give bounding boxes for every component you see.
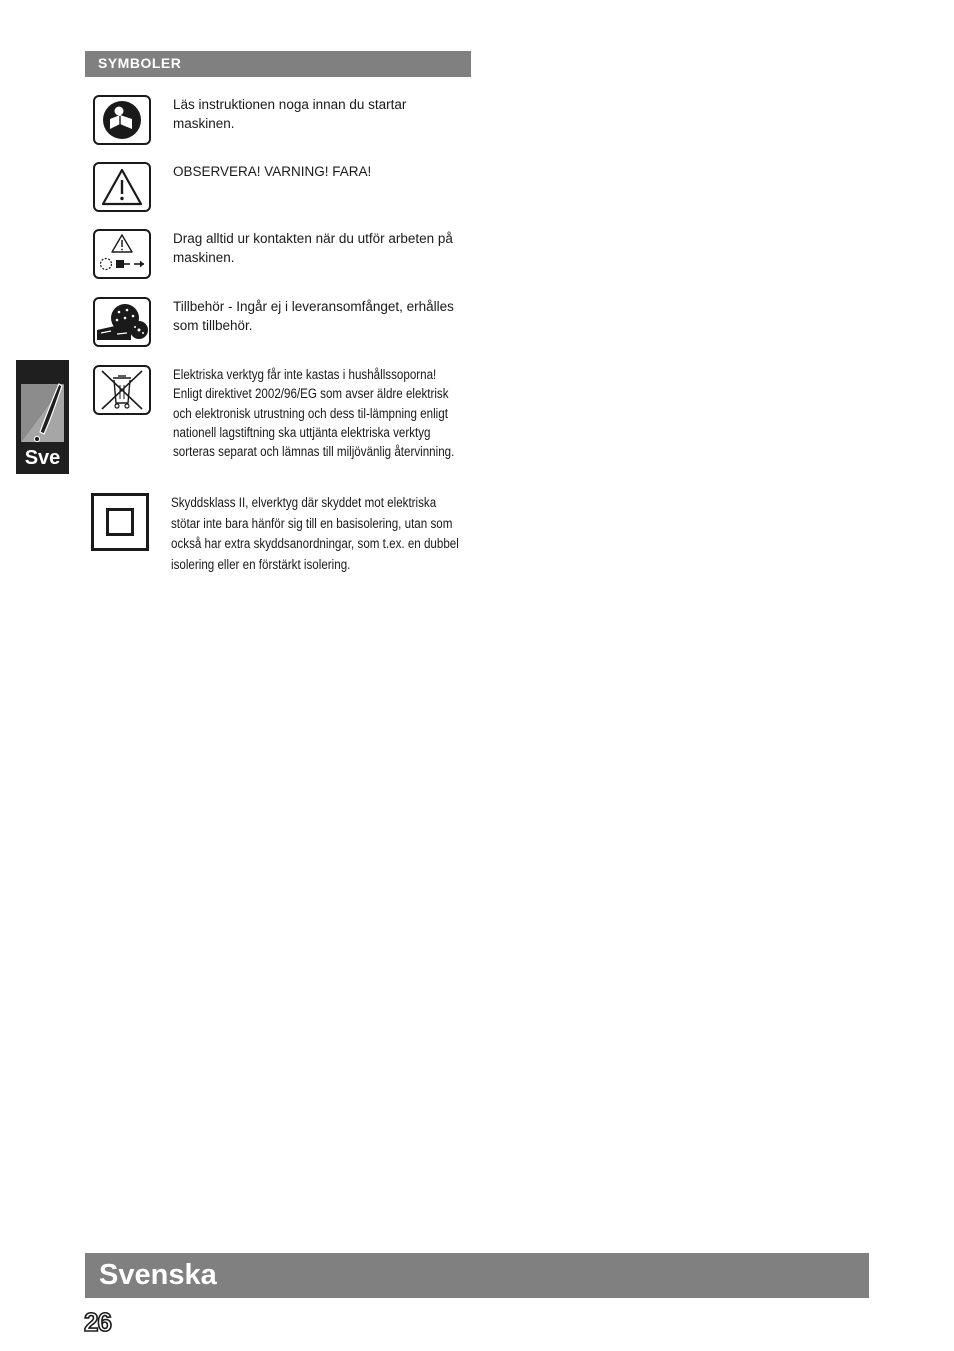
protection-class-ii-icon (91, 493, 149, 551)
symbol-text: OBSERVERA! VARNING! FARA! (173, 164, 372, 179)
page-number: 26 (84, 1307, 111, 1337)
symbol-text: Tillbehör - Ingår ej i leveransomfånget, erhålles som tillbehör. (173, 299, 454, 334)
symbol-text: Elektriska verktyg får inte kastas i hushållssoporna! Enligt direktivet 2002/96/EG som avser äldre elektrisk och elektronisk utrustning och dess til-lämpning enligt nationell lagstiftning ska uttjänta elektriska verktyg sorteras separat och lämnas till miljövänlig återvinning. (173, 367, 455, 460)
unplug-warning-icon (93, 229, 151, 279)
language-tab (16, 360, 69, 474)
accessories-icon (93, 297, 151, 347)
symbol-text: Drag alltid ur kontakten när du utför arbeten på maskinen. (173, 231, 453, 266)
read-manual-icon (93, 95, 151, 145)
footer-bar (85, 1253, 869, 1298)
section-header (85, 51, 471, 77)
exclamation-icon (19, 364, 66, 444)
warning-triangle-icon (93, 162, 151, 212)
section-title: SYMBOLER (98, 55, 182, 71)
footer-title: Svenska (99, 1259, 217, 1291)
symbol-text: Skyddsklass II, elverktyg där skyddet mot elektriska stötar inte bara hänför sig till en basisolering, utan som också har extra skyddsanordningar, som t.ex. en dubbel isolering eller en förstärkt isolering. (171, 495, 459, 573)
weee-bin-icon (93, 365, 151, 415)
language-tab-label: Sve (24, 447, 61, 469)
symbol-text: Läs instruktionen noga innan du startar maskinen. (173, 97, 407, 132)
